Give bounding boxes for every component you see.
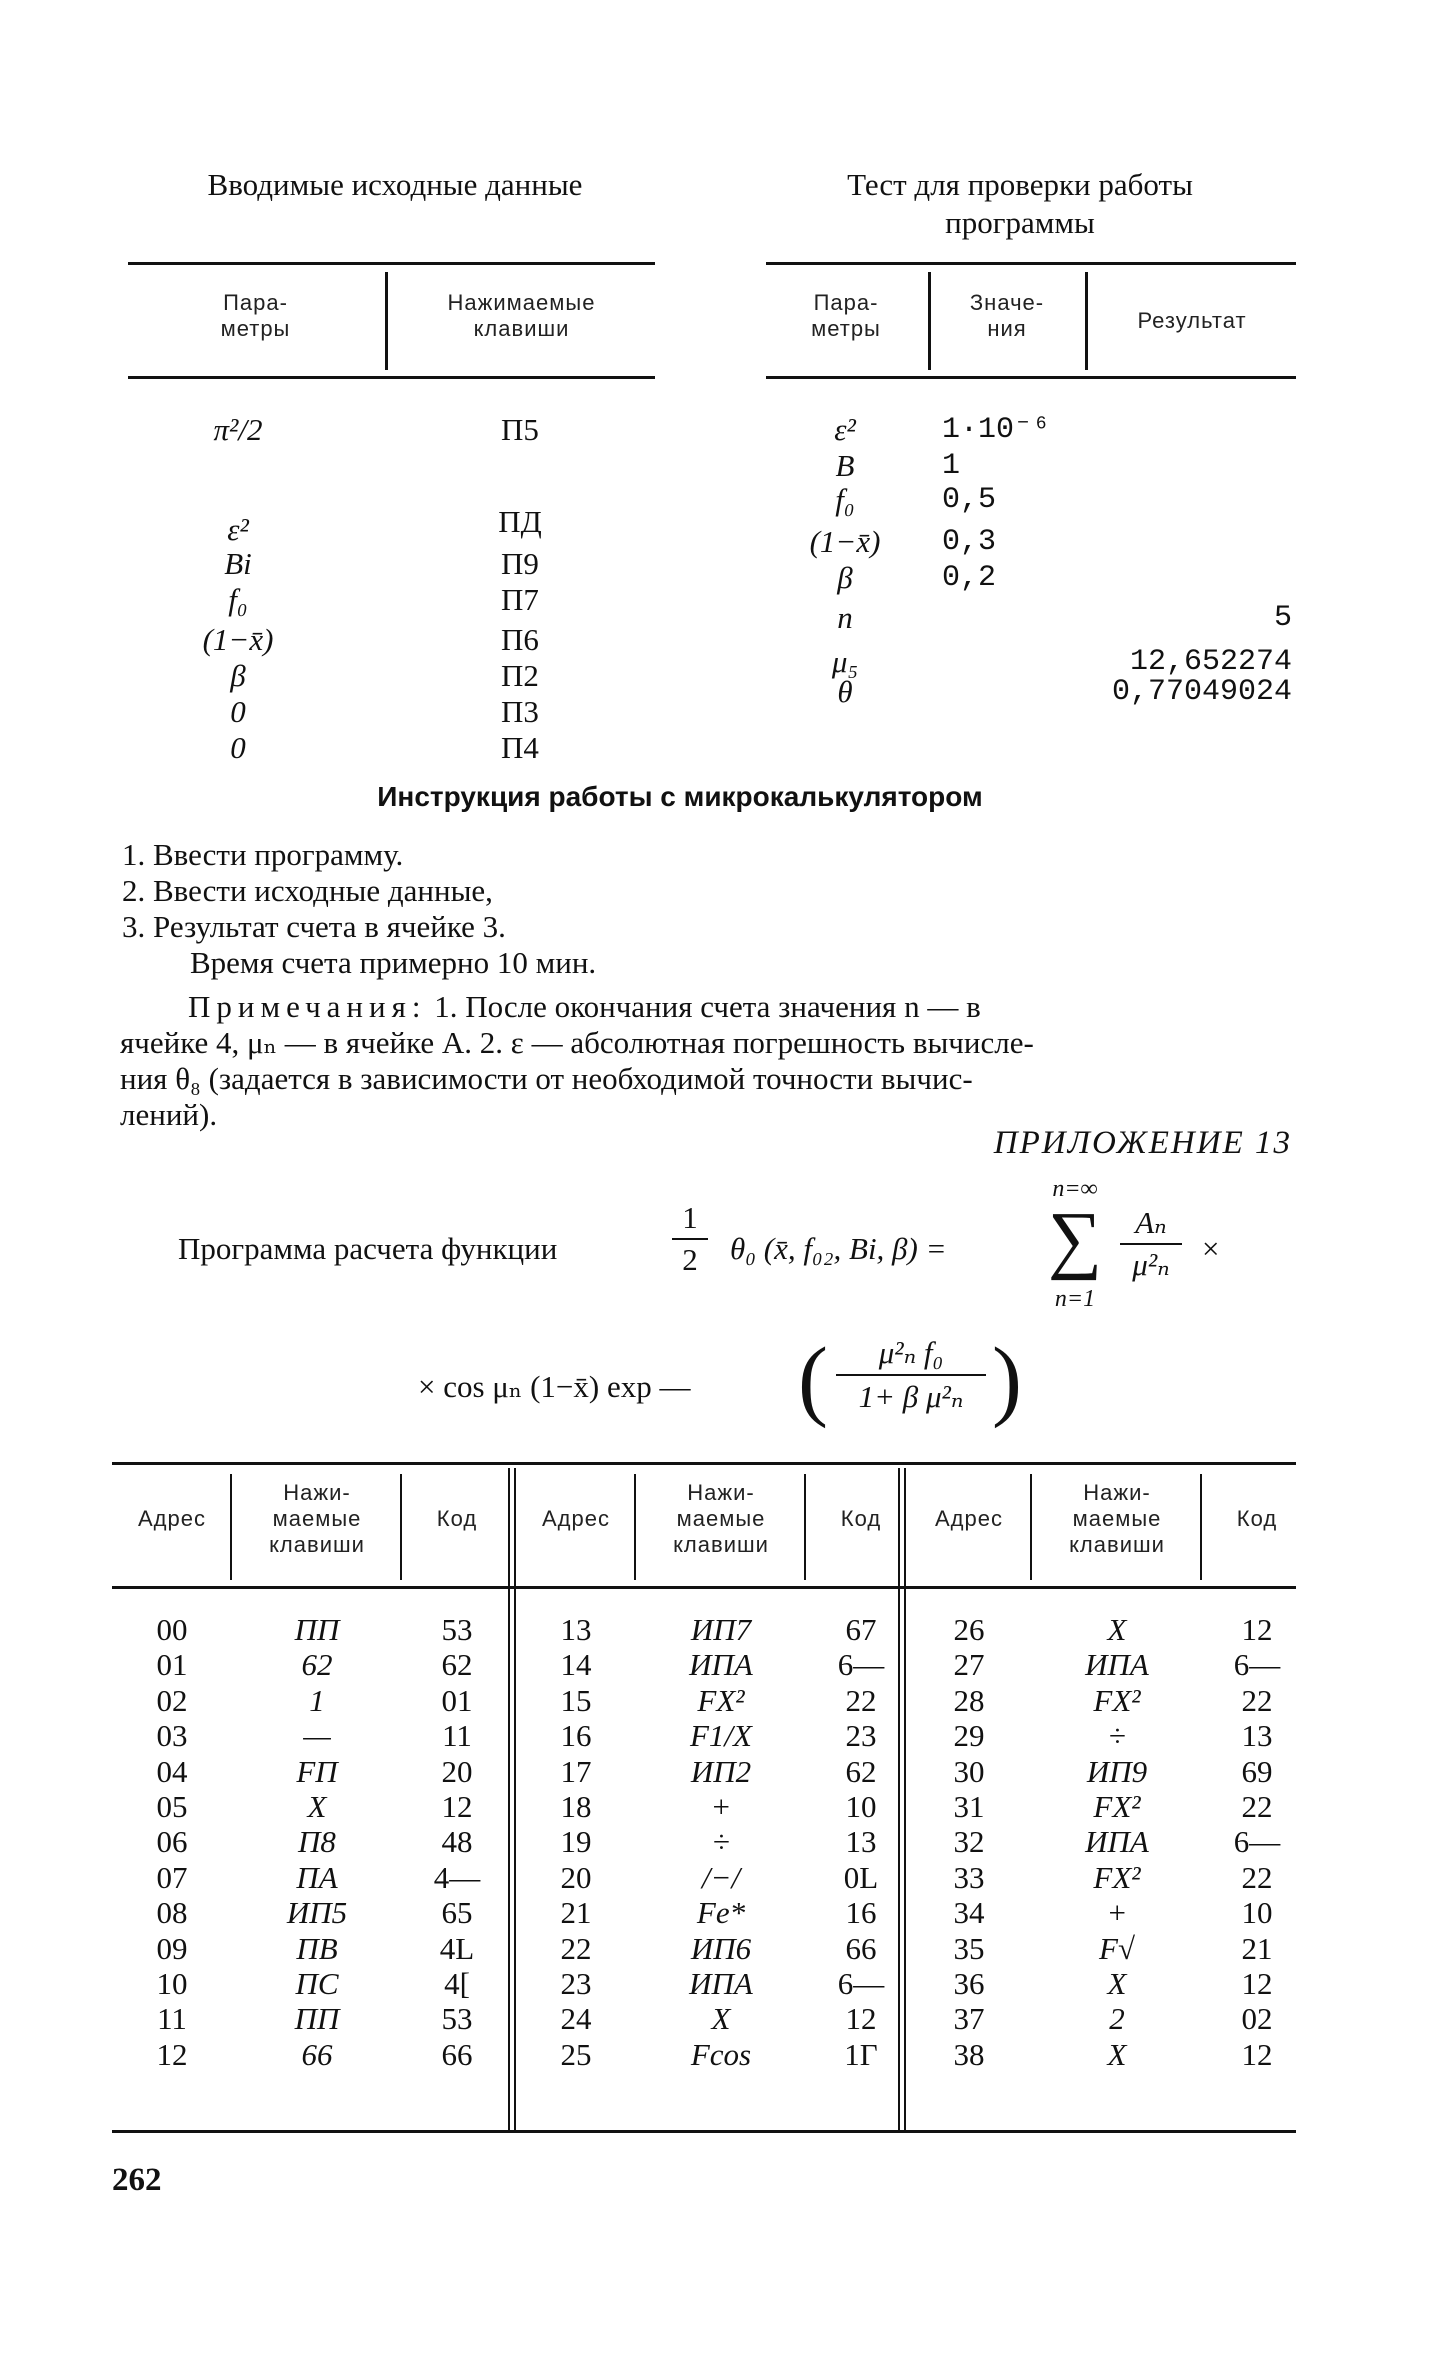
program-cell-code: 21	[1241, 1930, 1273, 1966]
left-key-cell: ПД	[498, 504, 542, 539]
right-value-cell: 0,5	[942, 483, 997, 517]
right-param-cell: θ	[837, 674, 853, 709]
right-table-header-rule	[766, 376, 1296, 379]
program-cell-code: 13	[845, 1824, 877, 1860]
program-cell-keys: ИПА	[1085, 1824, 1149, 1860]
right-param-cell: n	[837, 600, 853, 635]
program-cell-keys: X	[711, 2001, 731, 2037]
right-value-cell: 1	[942, 449, 961, 483]
right-param-cell: β	[837, 560, 853, 595]
program-cell-keys: ПС	[295, 1966, 339, 2001]
right-result-cell: 5	[1273, 601, 1292, 635]
program-cell-keys: ИП5	[286, 1895, 348, 1931]
program-cell-code: 69	[1241, 1753, 1273, 1789]
left-param-cell: ε²	[227, 512, 249, 547]
program-cell-code: 16	[845, 1895, 877, 1931]
right-param-cell: μ₅	[831, 644, 859, 679]
notes-line-3: ния θ₈ (задается в зависимости от необходимой точности вычис-	[120, 1061, 973, 1096]
program-cell-address: 33	[953, 1859, 985, 1895]
program-cell-code: 22	[1241, 1789, 1273, 1824]
program-header-code: Код	[840, 1506, 882, 1531]
program-cell-address: 36	[953, 1966, 985, 2001]
program-cell-keys: П8	[298, 1824, 336, 1860]
program-header-keys: Нажи- маемые клавиши	[673, 1480, 769, 1557]
left-key-cell: П5	[501, 412, 539, 447]
instruction-item-2: 2. Ввести исходные данные,	[122, 873, 493, 908]
program-cell-code: 48	[441, 1824, 473, 1860]
program-cell-keys: +	[1106, 1895, 1128, 1931]
instruction-heading: Инструкция работы с микрокалькулятором	[377, 781, 983, 812]
time-note: Время счета примерно 10 мин.	[190, 945, 597, 980]
program-cell-code: 65	[441, 1895, 473, 1931]
sum-fraction	[1120, 1205, 1182, 1283]
program-cell-code: 53	[441, 1612, 473, 1647]
page-number: 262	[112, 2162, 162, 2198]
program-cell-keys: ПВ	[296, 1930, 338, 1966]
formula-args: θ₀ (x̄, f₀₂, Bi, β) =	[730, 1231, 947, 1266]
program-cell-keys: X	[307, 1789, 327, 1824]
program-table-bottom-rule	[112, 2130, 1296, 2133]
program-cell-address: 09	[156, 1930, 188, 1966]
program-cell-code: 62	[845, 1753, 877, 1789]
program-cell-address: 27	[953, 1647, 985, 1683]
left-key-cell: П9	[501, 546, 539, 581]
program-cell-keys: ИПА	[689, 1647, 753, 1683]
program-cell-keys: ИПА	[1085, 1647, 1149, 1683]
left-key-cell: П7	[501, 582, 539, 617]
program-cell-keys: FX²	[1093, 1789, 1141, 1824]
program-cell-address: 32	[953, 1824, 985, 1860]
program-cell-address: 17	[560, 1753, 592, 1789]
sigma-icon: ∑	[1047, 1197, 1103, 1281]
program-cell-code: 02	[1241, 2001, 1273, 2037]
right-param-cell: ε²	[834, 412, 856, 447]
program-table-header-rule	[112, 1586, 1296, 1589]
program-cell-code: 66	[845, 1930, 877, 1966]
program-cell-code: 12	[441, 1789, 473, 1824]
program-cell-code: 10	[1241, 1895, 1273, 1931]
program-cell-code: 12	[1241, 1612, 1273, 1647]
formula-frac-num: 1	[682, 1200, 698, 1235]
program-cell-address: 13	[560, 1612, 592, 1647]
program-cell-keys: F1/X	[690, 1718, 752, 1754]
right-col-params-header: Пара- метры	[811, 290, 881, 341]
right-param-cell: B	[835, 448, 855, 483]
paren-left-icon: (	[798, 1330, 828, 1429]
sum-bottom: n=1	[1054, 1286, 1096, 1312]
left-param-cell: 0	[230, 730, 246, 765]
left-param-cell: (1−x̄)	[202, 622, 274, 657]
program-cell-code: 13	[1241, 1718, 1273, 1754]
program-cell-keys: FX²	[697, 1682, 745, 1718]
program-cell-address: 15	[560, 1682, 592, 1718]
exp-frac-num: μ²ₙ f₀	[878, 1335, 944, 1370]
program-cell-address: 19	[560, 1824, 592, 1860]
exp-fraction	[836, 1334, 986, 1416]
right-value-cell: 0,2	[942, 561, 997, 595]
program-cell-code: 67	[845, 1612, 877, 1647]
left-param-cell: Bi	[224, 546, 252, 581]
right-value-cell: 1·10⁻⁶	[942, 413, 1051, 447]
program-cell-keys: +	[710, 1789, 732, 1824]
program-cell-address: 24	[560, 2001, 592, 2037]
program-cell-address: 07	[156, 1859, 188, 1895]
program-header-code: Код	[1236, 1506, 1278, 1531]
program-cell-code: 23	[845, 1718, 877, 1754]
program-cell-address: 18	[560, 1789, 592, 1824]
program-cell-keys: FX²	[1093, 1859, 1141, 1895]
sum-frac-num: Aₙ	[1135, 1205, 1167, 1240]
program-cell-code: 66	[441, 2036, 473, 2072]
program-cell-code: 22	[1241, 1859, 1273, 1895]
program-cell-address: 30	[953, 1753, 985, 1789]
right-value-cell: 0,3	[942, 525, 997, 559]
program-cell-code: 1Г	[844, 2036, 878, 2072]
right-result-cell: 12,652274	[1129, 645, 1292, 679]
program-cell-code: 12	[1241, 2036, 1273, 2072]
formula-frac-den: 2	[682, 1242, 698, 1277]
program-cell-address: 20	[560, 1859, 592, 1895]
left-param-cell: f₀	[228, 582, 248, 617]
program-cell-address: 06	[156, 1824, 188, 1860]
left-col-keys-header: Нажимаемые клавиши	[447, 290, 596, 341]
program-cell-address: 12	[156, 2036, 188, 2072]
program-cell-keys: FX²	[1093, 1682, 1141, 1718]
sum-top: n=∞	[1052, 1176, 1098, 1202]
formula-fraction	[672, 1200, 708, 1278]
program-cell-code: 22	[845, 1682, 877, 1718]
program-cell-address: 10	[156, 1966, 188, 2001]
sum-frac-bar	[1120, 1243, 1182, 1245]
left-key-cell: П4	[501, 730, 539, 765]
program-cell-keys: Fcos	[690, 2036, 752, 2072]
formula-line-2: × cos μₙ (1−x̄) exp —	[418, 1369, 691, 1404]
notes-line-4: лений).	[120, 1097, 218, 1132]
program-cell-code: 4—	[433, 1859, 481, 1895]
left-key-cell: П2	[501, 658, 539, 693]
program-header-keys: Нажи- маемые клавиши	[1069, 1480, 1165, 1557]
notes-line-2: ячейке 4, μₙ — в ячейке А. 2. ε — абсолютная погрешность вычисле-	[120, 1025, 1034, 1060]
program-cell-keys: X	[1107, 1612, 1127, 1647]
left-col-params-header: Пара- метры	[220, 290, 291, 341]
program-cell-keys: ИП6	[690, 1930, 752, 1966]
program-cell-keys: ПП	[294, 1612, 340, 1647]
notes-line-1	[188, 988, 1293, 1025]
right-param-cell: (1−x̄)	[809, 524, 881, 559]
right-table-title: Тест для проверки работы программы	[847, 167, 1193, 240]
instruction-item-3: 3. Результат счета в ячейке 3.	[122, 909, 506, 944]
program-cell-code: 53	[441, 2001, 473, 2037]
program-cell-keys: 2	[1109, 2001, 1125, 2037]
program-cell-code: 62	[441, 1647, 473, 1683]
formula-times: ×	[1202, 1231, 1220, 1266]
left-key-cell: П3	[501, 694, 539, 729]
program-cell-address: 21	[560, 1895, 592, 1931]
left-table-title: Вводимые исходные данные	[207, 167, 583, 202]
program-cell-code: 6—	[1233, 1647, 1281, 1683]
program-cell-code: 10	[845, 1789, 877, 1824]
left-key-cell: П6	[501, 622, 539, 657]
right-param-cell: f₀	[835, 482, 855, 517]
program-cell-code: 4[	[444, 1966, 470, 2001]
program-cell-keys: —	[303, 1718, 331, 1754]
program-cell-address: 00	[156, 1612, 188, 1647]
program-cell-keys: /−/	[701, 1859, 741, 1895]
left-param-cell: β	[230, 658, 246, 693]
program-cell-code: 6—	[1233, 1824, 1281, 1860]
notes-text-1: 1. После окончания счета значения n — в	[434, 989, 981, 1024]
program-cell-code: 20	[441, 1753, 473, 1789]
left-table-top-rule	[128, 262, 655, 265]
program-header-address: Адрес	[542, 1506, 610, 1531]
program-cell-keys: ИП7	[690, 1612, 752, 1647]
program-cell-keys: 62	[301, 1647, 333, 1683]
notes-label: Примечания:	[188, 989, 427, 1024]
right-col-values-header: Значе- ния	[969, 290, 1045, 341]
program-cell-code: 6—	[837, 1647, 885, 1683]
formula-lead: Программа расчета функции	[178, 1231, 558, 1266]
program-cell-keys: ИП2	[690, 1753, 752, 1789]
program-cell-code: 22	[1241, 1682, 1273, 1718]
program-cell-code: 4L	[439, 1930, 475, 1966]
program-cell-address: 03	[156, 1718, 188, 1754]
exp-frac-bar	[836, 1374, 986, 1376]
program-cell-keys: X	[1107, 1966, 1127, 2001]
program-cell-keys: FП	[296, 1753, 338, 1789]
program-cell-code: 11	[442, 1718, 472, 1754]
program-cell-address: 35	[953, 1930, 985, 1966]
sum-frac-den: μ²ₙ	[1132, 1247, 1170, 1282]
program-cell-address: 29	[953, 1718, 985, 1754]
program-cell-address: 26	[953, 1612, 985, 1647]
program-cell-keys: ИП9	[1086, 1753, 1148, 1789]
program-cell-keys: ÷	[1108, 1718, 1126, 1754]
program-cell-keys: ПП	[294, 2001, 340, 2037]
program-cell-address: 22	[560, 1930, 592, 1966]
program-cell-keys: 1	[309, 1682, 325, 1718]
program-cell-code: 01	[441, 1682, 473, 1718]
program-cell-address: 23	[560, 1966, 592, 2001]
program-cell-keys: ПА	[296, 1859, 338, 1895]
appendix-title: ПРИЛОЖЕНИЕ 13	[993, 1125, 1292, 1161]
program-header-keys: Нажи- маемые клавиши	[269, 1480, 365, 1557]
program-cell-address: 31	[953, 1789, 985, 1824]
program-cell-code: 12	[1241, 1966, 1273, 2001]
program-cell-address: 02	[156, 1682, 188, 1718]
program-cell-address: 38	[953, 2036, 985, 2072]
program-header-code: Код	[436, 1506, 478, 1531]
program-cell-address: 08	[156, 1895, 188, 1931]
left-param-cell: 0	[230, 694, 246, 729]
right-result-cell: 0,77049024	[1111, 675, 1292, 709]
program-cell-address: 34	[953, 1895, 985, 1931]
program-cell-address: 28	[953, 1682, 985, 1718]
exp-frac-den: 1+ β μ²ₙ	[858, 1379, 964, 1414]
program-cell-address: 01	[156, 1647, 188, 1683]
right-table-top-rule	[766, 262, 1296, 265]
program-cell-keys: ИПА	[689, 1966, 753, 2001]
program-cell-address: 25	[560, 2036, 592, 2072]
program-cell-code: 12	[845, 2001, 877, 2037]
program-cell-address: 04	[156, 1753, 188, 1789]
program-cell-address: 37	[953, 2001, 985, 2037]
right-col-result-header: Результат	[1137, 308, 1247, 333]
program-header-address: Адрес	[935, 1506, 1003, 1531]
program-cell-address: 16	[560, 1718, 592, 1754]
left-table-header-rule	[128, 376, 655, 379]
formula-frac-bar	[672, 1238, 708, 1240]
program-cell-keys: ÷	[712, 1824, 730, 1860]
left-param-cell: π²/2	[213, 412, 263, 447]
program-cell-keys: F√	[1099, 1930, 1135, 1966]
program-table-top-rule	[112, 1462, 1296, 1465]
paren-right-icon: )	[992, 1330, 1022, 1429]
program-cell-keys: Fe*	[696, 1895, 746, 1931]
program-cell-address: 11	[157, 2001, 187, 2037]
instruction-item-1: 1. Ввести программу.	[122, 837, 404, 872]
program-cell-code: 0L	[843, 1859, 879, 1895]
program-cell-address: 05	[156, 1789, 188, 1824]
program-cell-address: 14	[560, 1647, 592, 1683]
program-cell-code: 6—	[837, 1966, 885, 2001]
program-cell-keys: X	[1107, 2036, 1127, 2072]
program-cell-keys: 66	[301, 2036, 333, 2072]
program-header-address: Адрес	[138, 1506, 206, 1531]
